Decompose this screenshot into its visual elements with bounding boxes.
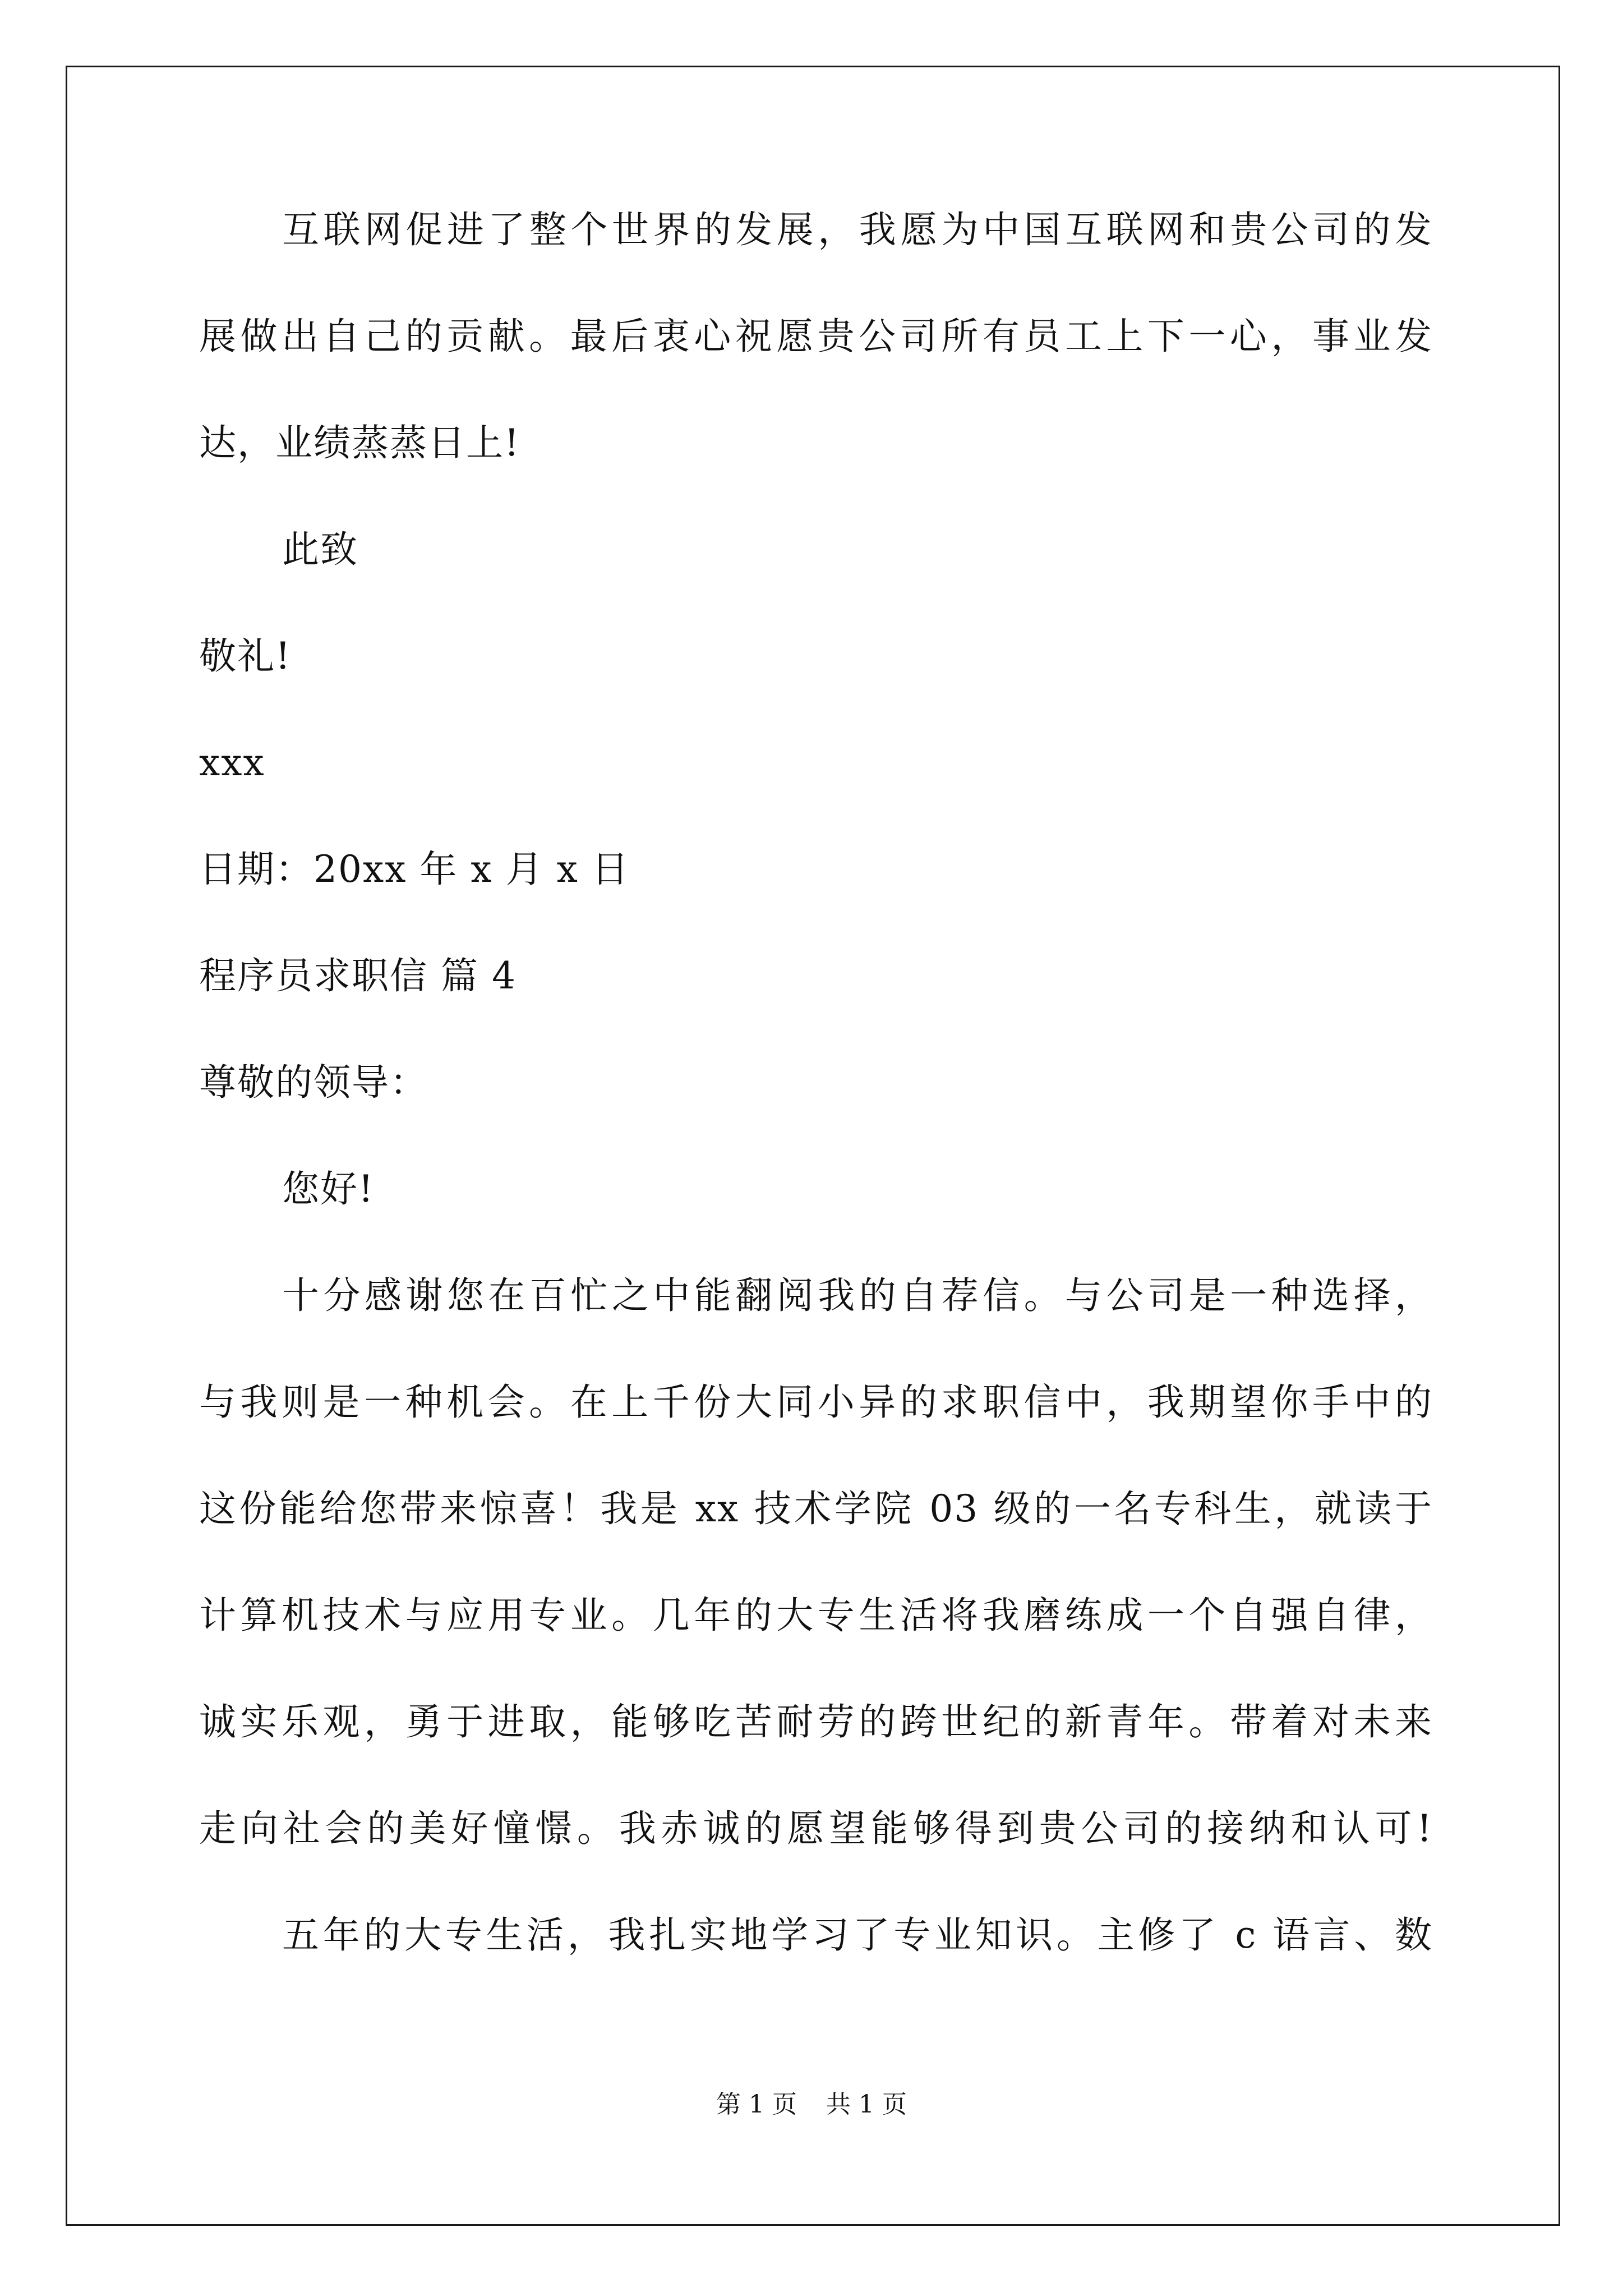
closing-salutation: 此致 <box>282 528 358 571</box>
paragraph-line: 与我则是一种机会。在上千份大同小异的求职信中，我期望你手中的 <box>199 1381 1433 1424</box>
closing-regards: 敬礼! <box>199 634 292 678</box>
page-number: 第 1 页 <box>716 2090 797 2119</box>
paragraph-line: 五年的大专生活，我扎实地学习了专业知识。主修了 c 语言、数 <box>282 1913 1433 1957</box>
date-line: 日期：20xx 年 x 月 x 日 <box>199 848 630 891</box>
paragraph-line: 达，业绩蒸蒸日上! <box>199 421 520 464</box>
greeting-hello: 您好! <box>282 1167 375 1211</box>
paragraph-line: 展做出自己的贡献。最后衷心祝愿贵公司所有员工上下一心，事业发 <box>199 315 1433 358</box>
page-footer <box>0 2084 1623 2120</box>
signature-name: xxx <box>199 741 265 784</box>
greeting-line: 尊敬的领导： <box>199 1061 428 1104</box>
paragraph-line: 互联网促进了整个世界的发展，我愿为中国互联网和贵公司的发 <box>282 208 1433 251</box>
section-heading: 程序员求职信 篇 4 <box>199 954 517 997</box>
paragraph-line: 走向社会的美好憧憬。我赤诚的愿望能够得到贵公司的接纳和认可! <box>199 1807 1433 1850</box>
paragraph-line: 这份能给您带来惊喜！我是 xx 技术学院 03 级的一名专科生，就读于 <box>199 1487 1433 1530</box>
page-total: 共 1 页 <box>826 2090 907 2119</box>
paragraph-line: 计算机技术与应用专业。几年的大专生活将我磨练成一个自强自律， <box>199 1594 1433 1637</box>
paragraph-line: 诚实乐观，勇于进取，能够吃苦耐劳的跨世纪的新青年。带着对未来 <box>199 1700 1433 1743</box>
paragraph-line: 十分感谢您在百忙之中能翻阅我的自荐信。与公司是一种选择， <box>282 1274 1433 1317</box>
